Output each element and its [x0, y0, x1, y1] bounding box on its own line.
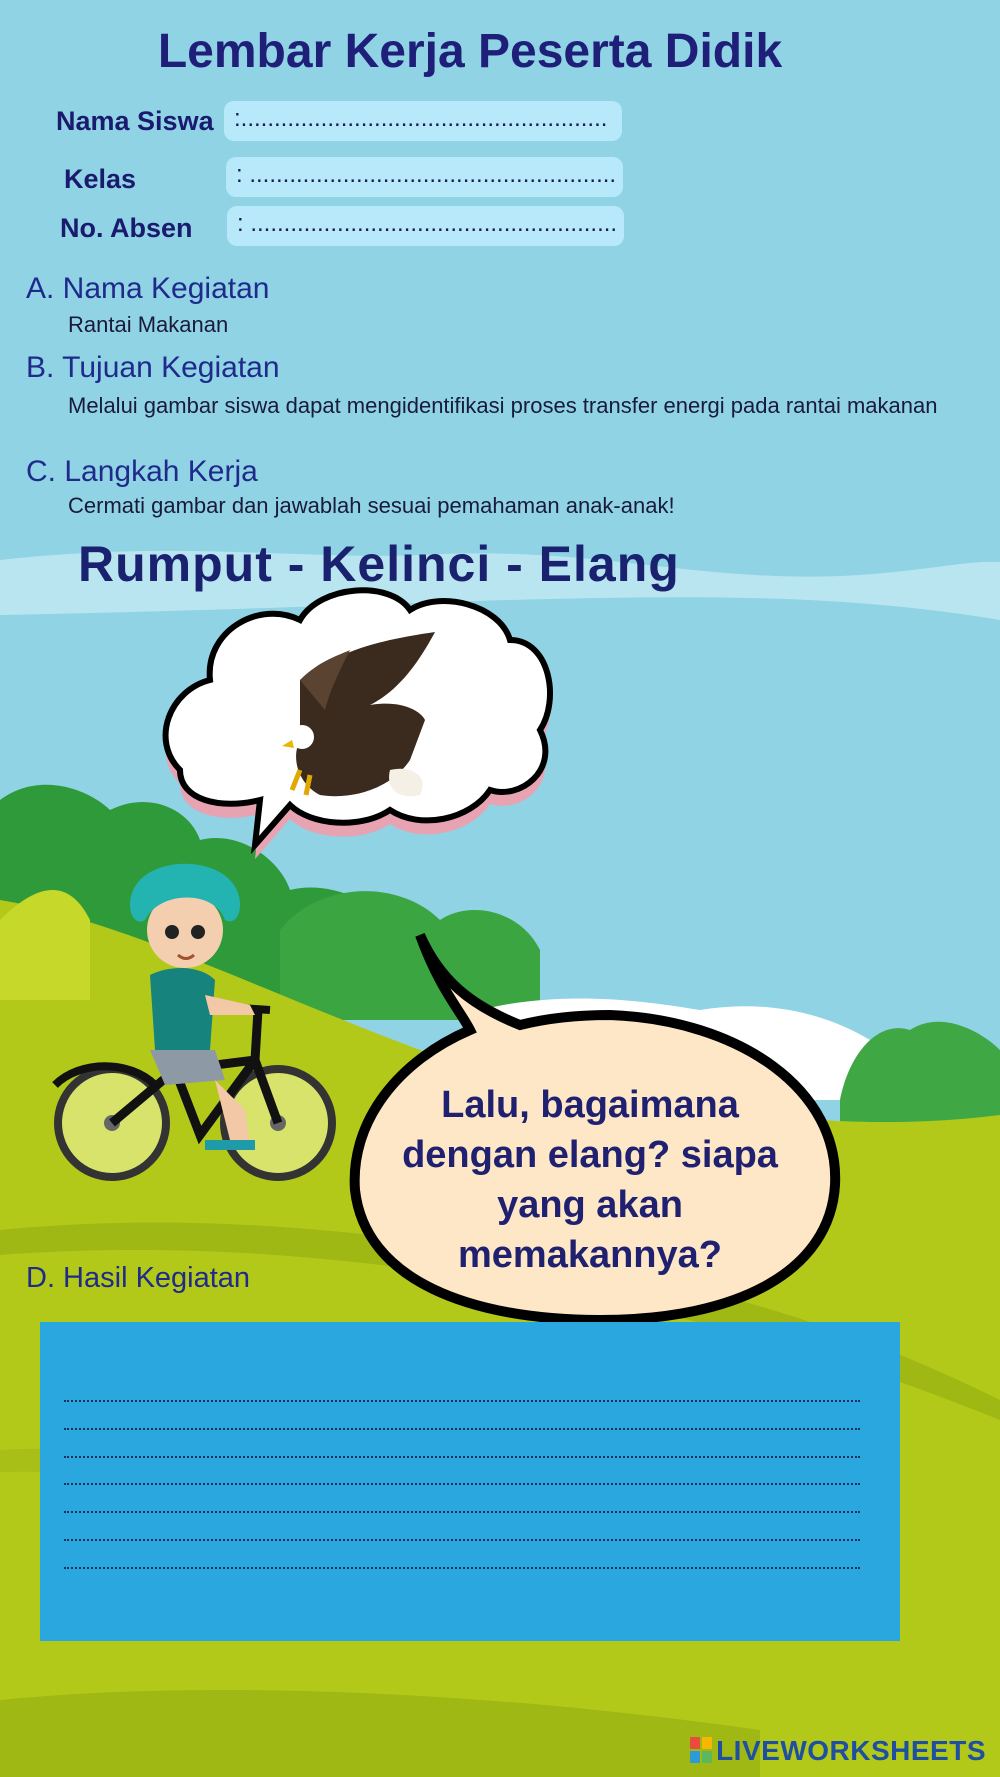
speech-line: memakannya?: [457, 1234, 722, 1276]
class-field[interactable]: : .......................................................: [226, 157, 623, 197]
answer-line[interactable]: [64, 1483, 860, 1485]
answer-box[interactable]: [40, 1322, 900, 1641]
attendance-number-field[interactable]: : .......................................................: [227, 206, 624, 246]
answer-line[interactable]: [64, 1511, 860, 1513]
section-b-heading: B. Tujuan Kegiatan: [26, 351, 280, 384]
liveworksheets-logo-text: LIVEWORKSHEETS: [716, 1735, 986, 1766]
page-title: Lembar Kerja Peserta Didik: [157, 25, 783, 78]
speech-line: Lalu, bagaimana: [441, 1084, 739, 1126]
section-c-heading: C. Langkah Kerja: [26, 455, 258, 488]
section-c-text: Cermati gambar dan jawablah sesuai pemahaman anak-anak!: [68, 493, 675, 518]
speech-line: dengan elang? siapa: [402, 1134, 778, 1176]
speech-line: yang akan: [497, 1184, 683, 1226]
attendance-number-label: No. Absen: [60, 213, 193, 243]
answer-line[interactable]: [64, 1539, 860, 1541]
section-d-heading: D. Hasil Kegiatan: [26, 1262, 251, 1294]
section-b-text: Melalui gambar siswa dapat mengidentifikasi proses transfer energi pada rantai makanan: [68, 393, 938, 418]
speech-bubble-text: [380, 1080, 800, 1280]
tree-cluster-mid: [280, 891, 540, 1020]
student-name-field[interactable]: :.......................................................: [224, 101, 622, 141]
student-name-label: Nama Siswa: [56, 106, 214, 136]
liveworksheets-logo[interactable]: [690, 1735, 986, 1767]
answer-line[interactable]: [64, 1456, 860, 1458]
section-a-text: Rantai Makanan: [68, 312, 229, 337]
food-chain-text: Rumput - Kelinci - Elang: [78, 536, 680, 592]
section-a-heading: A. Nama Kegiatan: [26, 272, 270, 305]
thought-cloud: [166, 590, 550, 859]
answer-line[interactable]: [64, 1567, 860, 1569]
answer-line[interactable]: [64, 1428, 860, 1430]
answer-line[interactable]: [64, 1400, 860, 1402]
liveworksheets-logo-icon: [690, 1737, 712, 1763]
class-label: Kelas: [64, 164, 137, 194]
